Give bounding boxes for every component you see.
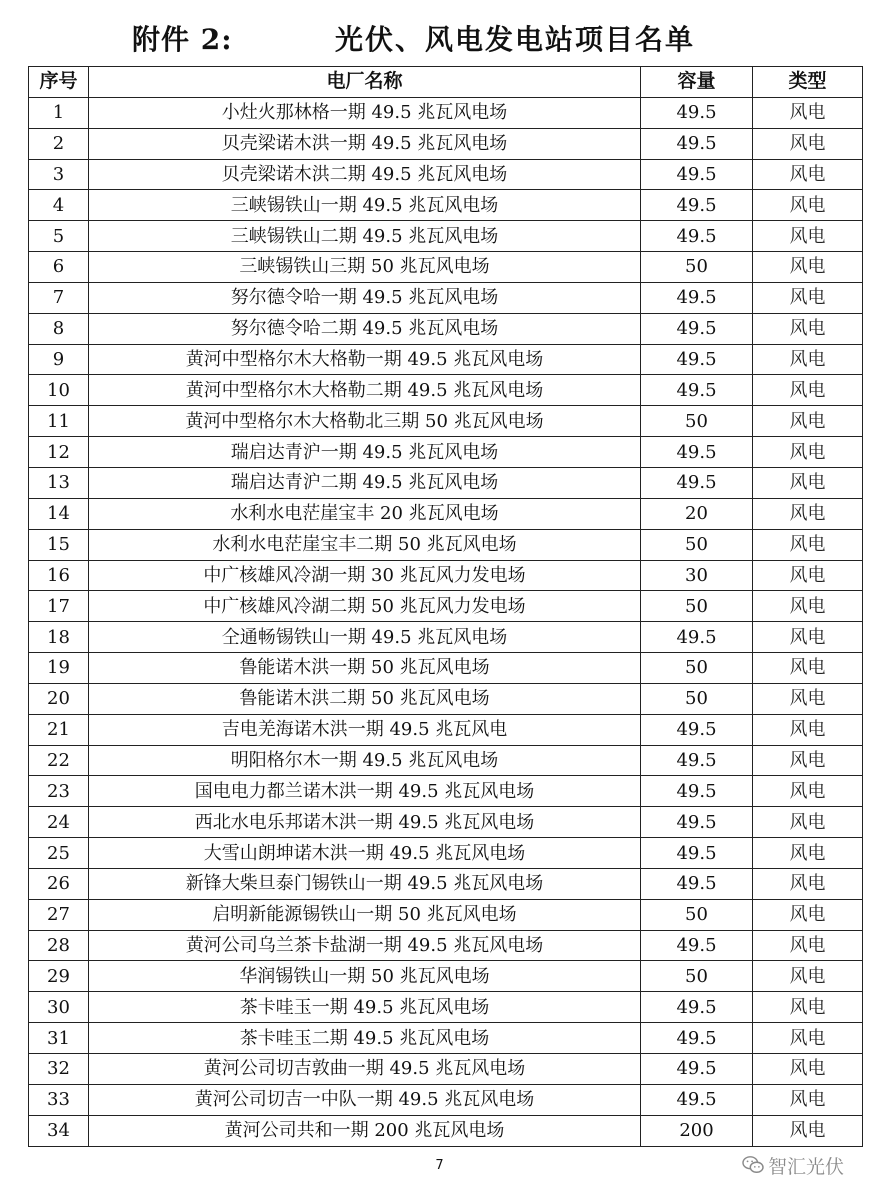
cell-no: 33 xyxy=(29,1084,89,1115)
cell-name: 小灶火那林格一期 49.5 兆瓦风电场 xyxy=(89,97,641,128)
cell-capacity: 20 xyxy=(641,498,753,529)
table-row xyxy=(29,375,863,406)
watermark-text: 智汇光伏 xyxy=(767,1155,844,1178)
cell-no: 8 xyxy=(29,313,89,344)
cell-type: 风电 xyxy=(753,1115,863,1146)
cell-type: 风电 xyxy=(753,992,863,1023)
cell-no: 23 xyxy=(29,776,89,807)
cell-type: 风电 xyxy=(753,1023,863,1054)
table-row xyxy=(29,406,863,437)
cell-no: 24 xyxy=(29,807,89,838)
cell-capacity: 49.5 xyxy=(641,838,753,869)
table-row xyxy=(29,745,863,776)
cell-name: 国电电力都兰诺木洪一期 49.5 兆瓦风电场 xyxy=(89,776,641,807)
cell-capacity: 49.5 xyxy=(641,745,753,776)
cell-no: 6 xyxy=(29,252,89,283)
project-table xyxy=(28,66,863,1147)
table-row xyxy=(29,683,863,714)
cell-name: 努尔德令哈一期 49.5 兆瓦风电场 xyxy=(89,282,641,313)
table-row xyxy=(29,776,863,807)
cell-capacity: 49.5 xyxy=(641,437,753,468)
cell-name: 瑞启达青沪二期 49.5 兆瓦风电场 xyxy=(89,467,641,498)
cell-capacity: 49.5 xyxy=(641,807,753,838)
cell-capacity: 49.5 xyxy=(641,344,753,375)
cell-capacity: 49.5 xyxy=(641,992,753,1023)
cell-capacity: 200 xyxy=(641,1115,753,1146)
cell-name: 明阳格尔木一期 49.5 兆瓦风电场 xyxy=(89,745,641,776)
table-row xyxy=(29,1054,863,1085)
cell-no: 15 xyxy=(29,529,89,560)
document-title xyxy=(0,18,879,58)
cell-name: 黄河公司切吉一中队一期 49.5 兆瓦风电场 xyxy=(89,1084,641,1115)
table-row xyxy=(29,591,863,622)
cell-type: 风电 xyxy=(753,683,863,714)
title-main: 光伏、风电发电站项目名单 xyxy=(335,23,696,56)
page-number: 7 xyxy=(435,1158,444,1173)
cell-type: 风电 xyxy=(753,498,863,529)
cell-name: 三峡锡铁山三期 50 兆瓦风电场 xyxy=(89,252,641,283)
cell-name: 鲁能诺木洪一期 50 兆瓦风电场 xyxy=(89,653,641,684)
cell-name: 茶卡哇玉一期 49.5 兆瓦风电场 xyxy=(89,992,641,1023)
cell-capacity: 49.5 xyxy=(641,1084,753,1115)
cell-capacity: 49.5 xyxy=(641,868,753,899)
cell-no: 18 xyxy=(29,622,89,653)
cell-no: 30 xyxy=(29,992,89,1023)
watermark xyxy=(722,1149,864,1181)
header-no: 序号 xyxy=(29,67,89,98)
cell-type: 风电 xyxy=(753,221,863,252)
table-row xyxy=(29,1115,863,1146)
cell-name: 贝壳梁诺木洪二期 49.5 兆瓦风电场 xyxy=(89,159,641,190)
cell-capacity: 49.5 xyxy=(641,313,753,344)
cell-name: 瑞启达青沪一期 49.5 兆瓦风电场 xyxy=(89,437,641,468)
cell-no: 27 xyxy=(29,899,89,930)
cell-no: 13 xyxy=(29,467,89,498)
table-row xyxy=(29,868,863,899)
cell-name: 中广核雄风冷湖二期 50 兆瓦风力发电场 xyxy=(89,591,641,622)
table-row xyxy=(29,992,863,1023)
cell-name: 黄河中型格尔木大格勒二期 49.5 兆瓦风电场 xyxy=(89,375,641,406)
cell-no: 7 xyxy=(29,282,89,313)
table-row xyxy=(29,159,863,190)
cell-no: 31 xyxy=(29,1023,89,1054)
cell-no: 1 xyxy=(29,97,89,128)
table-row xyxy=(29,190,863,221)
cell-capacity: 49.5 xyxy=(641,128,753,159)
cell-no: 19 xyxy=(29,653,89,684)
cell-capacity: 49.5 xyxy=(641,1023,753,1054)
table-row xyxy=(29,1023,863,1054)
cell-capacity: 49.5 xyxy=(641,375,753,406)
cell-name: 仝通畅锡铁山一期 49.5 兆瓦风电场 xyxy=(89,622,641,653)
cell-capacity: 49.5 xyxy=(641,221,753,252)
cell-capacity: 49.5 xyxy=(641,1054,753,1085)
table-row xyxy=(29,313,863,344)
cell-name: 华润锡铁山一期 50 兆瓦风电场 xyxy=(89,961,641,992)
table-row xyxy=(29,344,863,375)
cell-no: 12 xyxy=(29,437,89,468)
table-row xyxy=(29,97,863,128)
cell-type: 风电 xyxy=(753,807,863,838)
cell-no: 2 xyxy=(29,128,89,159)
cell-no: 3 xyxy=(29,159,89,190)
cell-no: 17 xyxy=(29,591,89,622)
table-body xyxy=(29,97,863,1146)
cell-name: 中广核雄风冷湖一期 30 兆瓦风力发电场 xyxy=(89,560,641,591)
table-row xyxy=(29,282,863,313)
cell-type: 风电 xyxy=(753,838,863,869)
cell-capacity: 49.5 xyxy=(641,930,753,961)
cell-name: 贝壳梁诺木洪一期 49.5 兆瓦风电场 xyxy=(89,128,641,159)
cell-capacity: 30 xyxy=(641,560,753,591)
cell-type: 风电 xyxy=(753,745,863,776)
cell-name: 努尔德令哈二期 49.5 兆瓦风电场 xyxy=(89,313,641,344)
cell-name: 大雪山朗坤诺木洪一期 49.5 兆瓦风电场 xyxy=(89,838,641,869)
cell-type: 风电 xyxy=(753,282,863,313)
cell-no: 10 xyxy=(29,375,89,406)
cell-no: 29 xyxy=(29,961,89,992)
table-row xyxy=(29,560,863,591)
cell-type: 风电 xyxy=(753,437,863,468)
table-row xyxy=(29,653,863,684)
cell-type: 风电 xyxy=(753,1084,863,1115)
table-row xyxy=(29,128,863,159)
table-row xyxy=(29,714,863,745)
cell-name: 鲁能诺木洪二期 50 兆瓦风电场 xyxy=(89,683,641,714)
cell-type: 风电 xyxy=(753,529,863,560)
cell-type: 风电 xyxy=(753,560,863,591)
cell-name: 三峡锡铁山二期 49.5 兆瓦风电场 xyxy=(89,221,641,252)
cell-no: 25 xyxy=(29,838,89,869)
cell-capacity: 50 xyxy=(641,683,753,714)
cell-name: 黄河中型格尔木大格勒一期 49.5 兆瓦风电场 xyxy=(89,344,641,375)
cell-name: 黄河公司切吉敦曲一期 49.5 兆瓦风电场 xyxy=(89,1054,641,1085)
cell-type: 风电 xyxy=(753,714,863,745)
table-row xyxy=(29,498,863,529)
cell-capacity: 50 xyxy=(641,961,753,992)
cell-capacity: 49.5 xyxy=(641,622,753,653)
cell-capacity: 49.5 xyxy=(641,467,753,498)
cell-type: 风电 xyxy=(753,375,863,406)
cell-no: 14 xyxy=(29,498,89,529)
table-row xyxy=(29,961,863,992)
cell-name: 西北水电乐邦诺木洪一期 49.5 兆瓦风电场 xyxy=(89,807,641,838)
cell-type: 风电 xyxy=(753,622,863,653)
cell-capacity: 50 xyxy=(641,406,753,437)
header-type: 类型 xyxy=(753,67,863,98)
header-name: 电厂名称 xyxy=(89,67,641,98)
cell-capacity: 49.5 xyxy=(641,97,753,128)
cell-type: 风电 xyxy=(753,467,863,498)
cell-capacity: 49.5 xyxy=(641,159,753,190)
table-row xyxy=(29,529,863,560)
table-row xyxy=(29,622,863,653)
cell-no: 4 xyxy=(29,190,89,221)
cell-type: 风电 xyxy=(753,97,863,128)
cell-no: 11 xyxy=(29,406,89,437)
title-prefix: 附件 2: xyxy=(132,23,233,56)
cell-name: 三峡锡铁山一期 49.5 兆瓦风电场 xyxy=(89,190,641,221)
cell-type: 风电 xyxy=(753,313,863,344)
cell-no: 32 xyxy=(29,1054,89,1085)
cell-no: 20 xyxy=(29,683,89,714)
cell-no: 26 xyxy=(29,868,89,899)
cell-capacity: 50 xyxy=(641,591,753,622)
cell-type: 风电 xyxy=(753,190,863,221)
cell-no: 22 xyxy=(29,745,89,776)
cell-type: 风电 xyxy=(753,406,863,437)
cell-no: 28 xyxy=(29,930,89,961)
cell-type: 风电 xyxy=(753,653,863,684)
cell-type: 风电 xyxy=(753,252,863,283)
cell-no: 34 xyxy=(29,1115,89,1146)
cell-no: 5 xyxy=(29,221,89,252)
cell-name: 新锋大柴旦泰门锡铁山一期 49.5 兆瓦风电场 xyxy=(89,868,641,899)
cell-name: 水利水电茫崖宝丰二期 50 兆瓦风电场 xyxy=(89,529,641,560)
table-header-row xyxy=(29,67,863,98)
cell-name: 茶卡哇玉二期 49.5 兆瓦风电场 xyxy=(89,1023,641,1054)
cell-capacity: 50 xyxy=(641,653,753,684)
table-row xyxy=(29,467,863,498)
cell-type: 风电 xyxy=(753,128,863,159)
table-row xyxy=(29,221,863,252)
table-row xyxy=(29,807,863,838)
cell-no: 9 xyxy=(29,344,89,375)
cell-capacity: 50 xyxy=(641,529,753,560)
wechat-icon xyxy=(742,1155,764,1175)
cell-name: 吉电羌海诺木洪一期 49.5 兆瓦风电 xyxy=(89,714,641,745)
cell-capacity: 49.5 xyxy=(641,714,753,745)
cell-type: 风电 xyxy=(753,1054,863,1085)
table-row xyxy=(29,899,863,930)
cell-name: 黄河公司乌兰茶卡盐湖一期 49.5 兆瓦风电场 xyxy=(89,930,641,961)
cell-type: 风电 xyxy=(753,591,863,622)
table-row xyxy=(29,838,863,869)
cell-name: 黄河中型格尔木大格勒北三期 50 兆瓦风电场 xyxy=(89,406,641,437)
table-row xyxy=(29,1084,863,1115)
cell-type: 风电 xyxy=(753,899,863,930)
cell-type: 风电 xyxy=(753,159,863,190)
cell-capacity: 49.5 xyxy=(641,282,753,313)
cell-name: 水利水电茫崖宝丰 20 兆瓦风电场 xyxy=(89,498,641,529)
cell-capacity: 49.5 xyxy=(641,776,753,807)
table-row xyxy=(29,930,863,961)
cell-type: 风电 xyxy=(753,868,863,899)
cell-type: 风电 xyxy=(753,961,863,992)
table-row xyxy=(29,252,863,283)
cell-capacity: 50 xyxy=(641,899,753,930)
cell-no: 16 xyxy=(29,560,89,591)
cell-type: 风电 xyxy=(753,776,863,807)
cell-name: 启明新能源锡铁山一期 50 兆瓦风电场 xyxy=(89,899,641,930)
cell-type: 风电 xyxy=(753,930,863,961)
cell-name: 黄河公司共和一期 200 兆瓦风电场 xyxy=(89,1115,641,1146)
cell-type: 风电 xyxy=(753,344,863,375)
cell-capacity: 50 xyxy=(641,252,753,283)
table-row xyxy=(29,437,863,468)
header-capacity: 容量 xyxy=(641,67,753,98)
cell-no: 21 xyxy=(29,714,89,745)
cell-capacity: 49.5 xyxy=(641,190,753,221)
